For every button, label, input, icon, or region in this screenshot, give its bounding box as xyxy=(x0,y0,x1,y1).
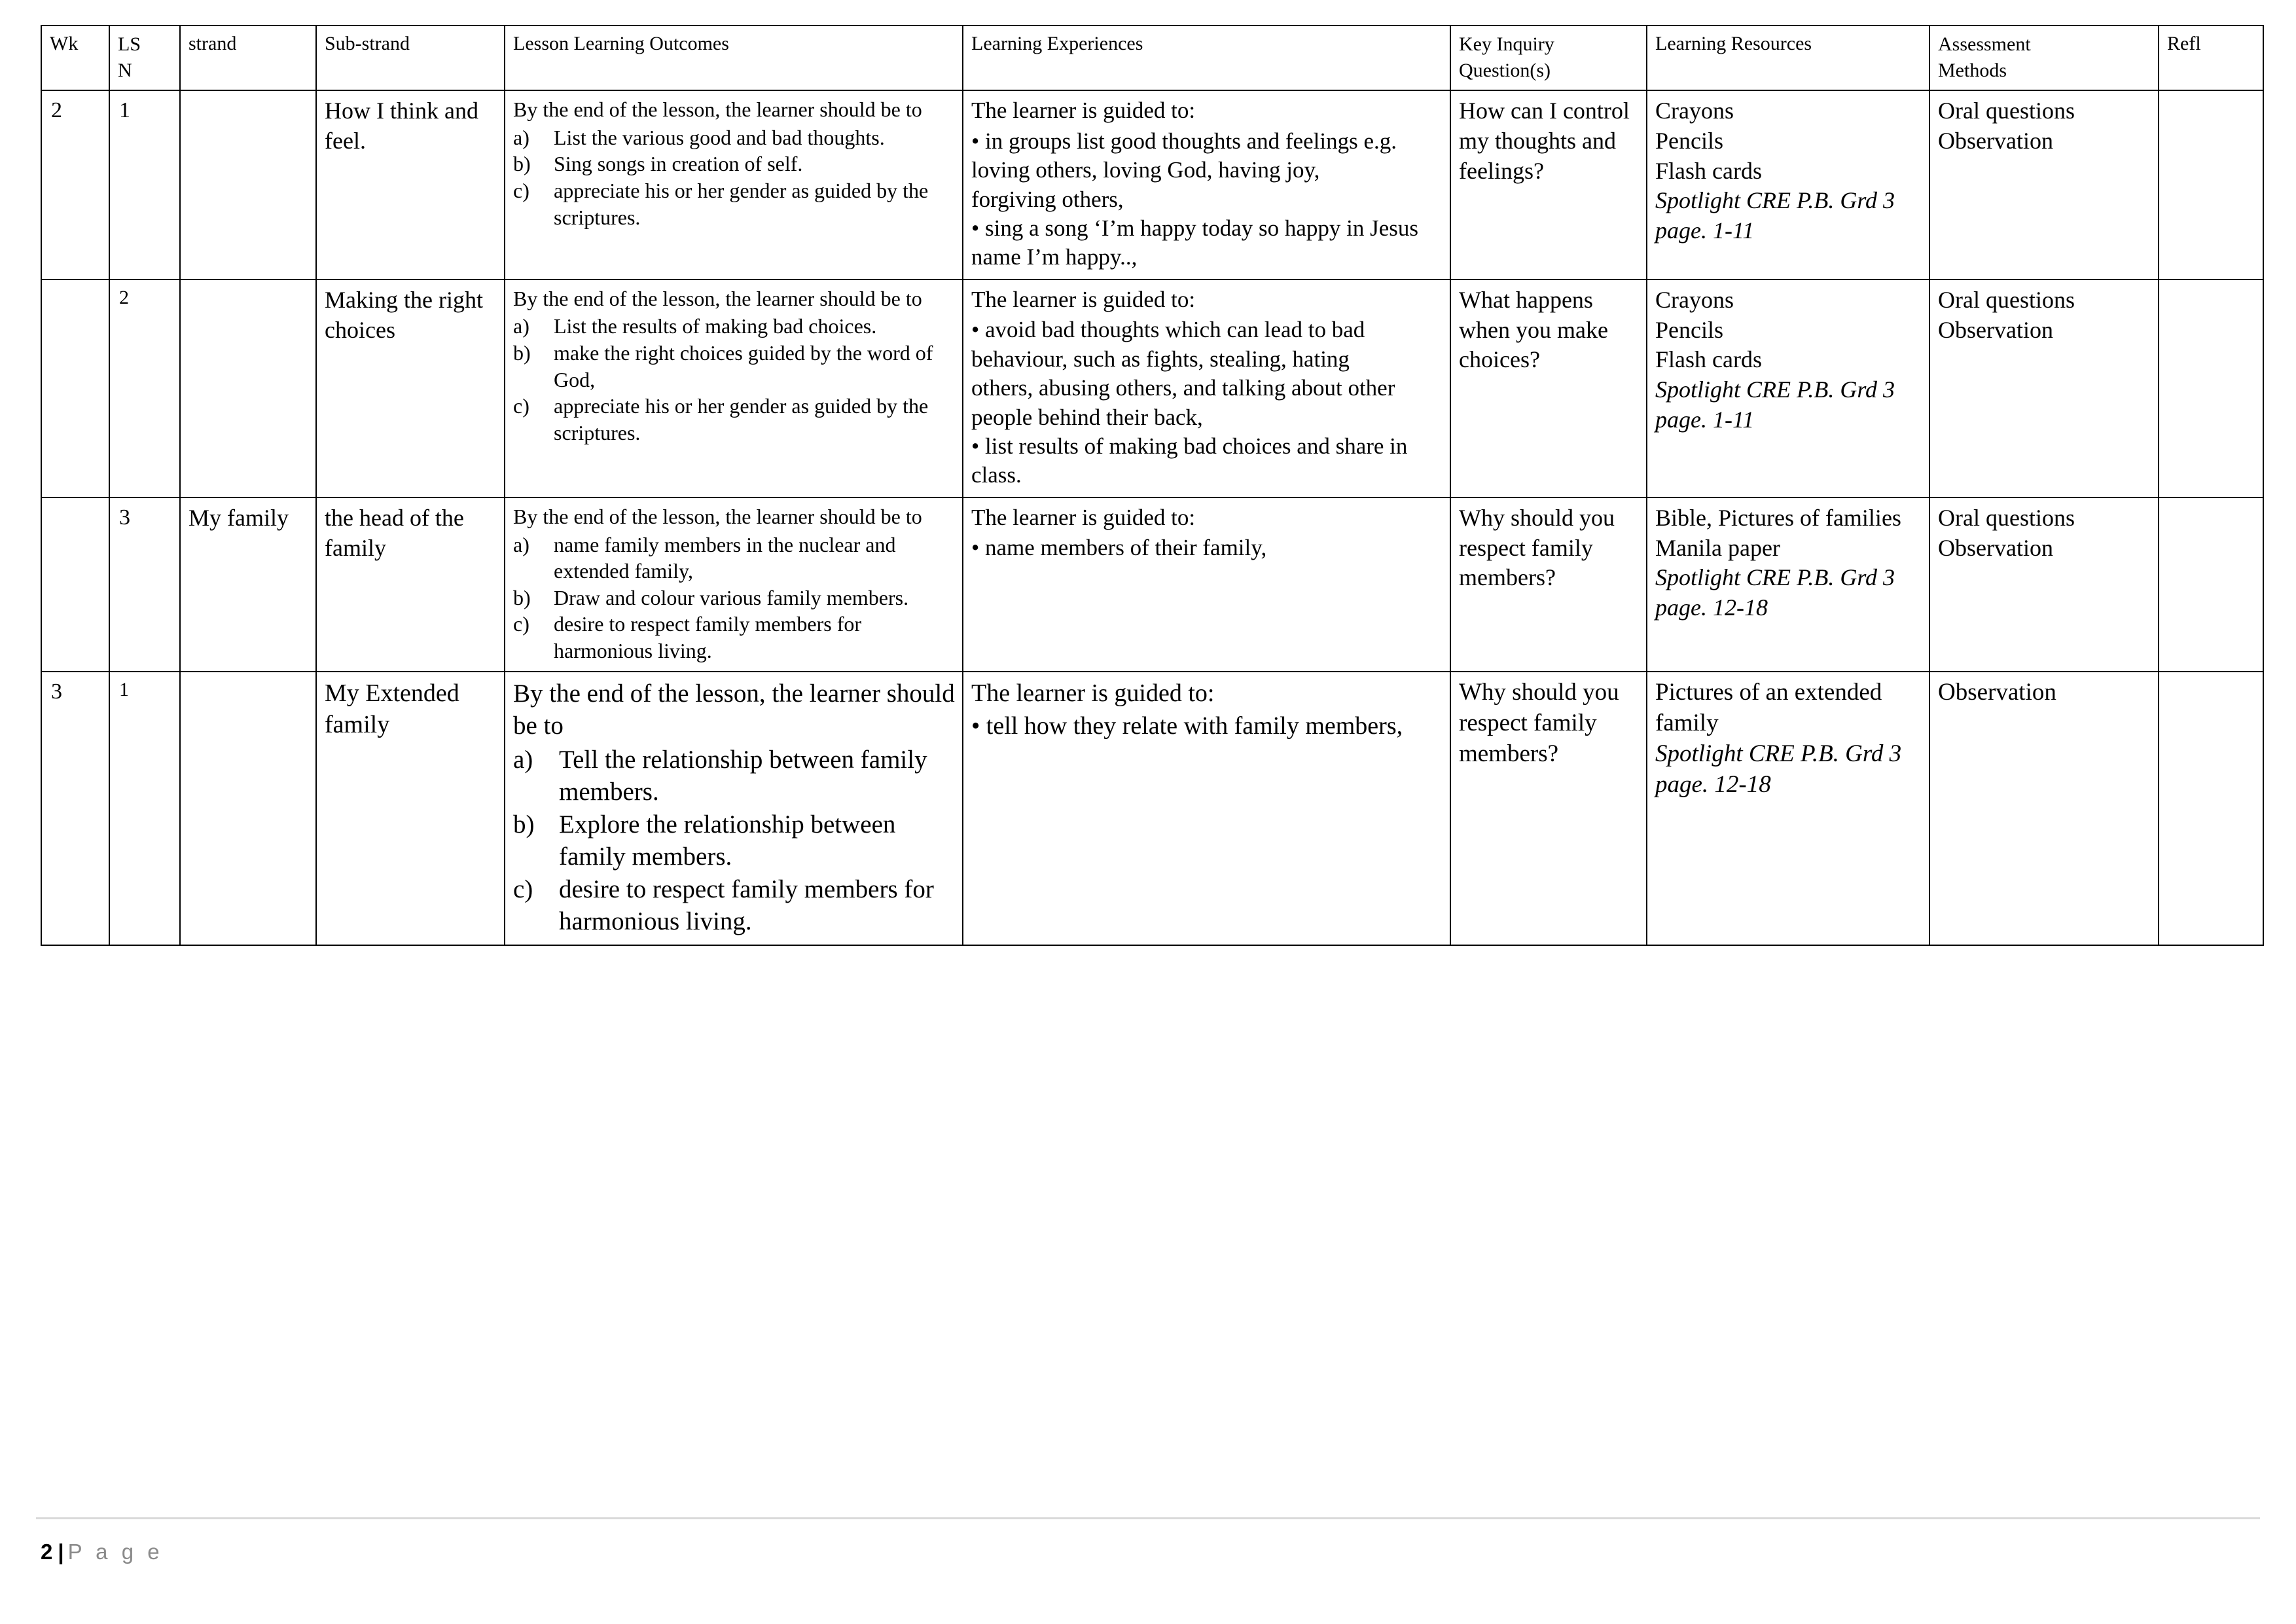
cell-assessment-methods xyxy=(1929,90,2159,280)
resource-item: Manila paper xyxy=(1655,534,1780,561)
list-text: desire to respect family members for harmonious living. xyxy=(559,875,934,936)
table-row xyxy=(41,90,2263,280)
outcomes-lead: By the end of the lesson, the learner should be to xyxy=(513,98,922,122)
cell-reflection[interactable] xyxy=(2159,280,2263,497)
list-marker: c) xyxy=(513,394,529,418)
outcomes-list xyxy=(513,313,956,446)
column-header-lsn: LS N xyxy=(109,26,180,90)
list-item: • avoid bad thoughts which can lead to bad behaviour, such as fights, stealing, hating xyxy=(971,317,1365,372)
resource-item: Pictures of an extended family xyxy=(1655,678,1882,736)
footer-page-number: 2 xyxy=(41,1540,53,1564)
page-footer xyxy=(41,1540,164,1564)
column-header-key-inquiry-questions: Key Inquiry Question(s) xyxy=(1450,26,1647,90)
resource-textbook-reference: Spotlight CRE P.B. Grd 3 page. 1-11 xyxy=(1655,187,1895,244)
list-text: desire to respect family members for harmonious living. xyxy=(554,612,862,662)
experiences-lead: The learner is guided to: xyxy=(971,98,1196,124)
scheme-of-work-table xyxy=(41,25,2264,946)
list-item xyxy=(513,151,956,177)
cell-sub-strand: the head of the family xyxy=(316,497,505,672)
outcomes-list xyxy=(513,124,956,231)
list-text: name family members in the nuclear and extended family, xyxy=(554,532,896,583)
footer-divider xyxy=(36,1517,2260,1519)
cell-assessment-methods xyxy=(1929,672,2159,945)
cell-key-inquiry-question: How can I control my thoughts and feelings? xyxy=(1450,90,1647,280)
cell-lesson-number: 3 xyxy=(109,497,180,672)
list-marker: a) xyxy=(513,745,533,774)
list-marker: b) xyxy=(513,341,531,365)
cell-learning-resources xyxy=(1647,90,1929,280)
list-item xyxy=(513,124,956,151)
cell-assessment-methods xyxy=(1929,497,2159,672)
cell-reflection[interactable] xyxy=(2159,497,2263,672)
experiences-lead: The learner is guided to: xyxy=(971,679,1215,707)
resource-item: Flash cards xyxy=(1655,346,1762,373)
list-marker: c) xyxy=(513,875,533,903)
list-marker: c) xyxy=(513,179,529,203)
list-item: people behind their back, xyxy=(971,404,1203,430)
list-marker: b) xyxy=(513,152,531,176)
resource-item: Pencils xyxy=(1655,127,1723,154)
table-header-row xyxy=(41,26,2263,90)
column-header-sub-strand: Sub-strand xyxy=(316,26,505,90)
list-item: • sing a song ‘I’m happy today so happy in Jesus name I’m happy.., xyxy=(971,215,1419,270)
cell-strand xyxy=(180,90,316,280)
assessment-item: Observation xyxy=(1938,678,2056,706)
assessment-item: Oral questions xyxy=(1938,504,2075,531)
assessment-item: Oral questions xyxy=(1938,286,2075,313)
list-text: appreciate his or her gender as guided by the scriptures. xyxy=(554,179,929,229)
list-item xyxy=(513,532,956,585)
cell-strand xyxy=(180,280,316,497)
cell-lesson-number: 2 xyxy=(109,280,180,497)
list-item xyxy=(513,585,956,611)
cell-learning-resources xyxy=(1647,497,1929,672)
cell-lesson-learning-outcomes xyxy=(505,672,963,945)
resource-textbook-reference: Spotlight CRE P.B. Grd 3 page. 12-18 xyxy=(1655,740,1902,798)
list-marker: a) xyxy=(513,125,529,149)
experiences-list xyxy=(971,533,1443,562)
list-item: forgiving others, xyxy=(971,186,1124,212)
resource-item: Crayons xyxy=(1655,98,1734,124)
cell-key-inquiry-question: Why should you respect family members? xyxy=(1450,672,1647,945)
resource-item: Crayons xyxy=(1655,286,1734,313)
list-item xyxy=(513,340,956,393)
assessment-item: Oral questions xyxy=(1938,98,2075,124)
cell-key-inquiry-question: What happens when you make choices? xyxy=(1450,280,1647,497)
cell-week xyxy=(41,280,109,497)
resource-item: Bible, Pictures of families xyxy=(1655,504,1901,531)
resource-textbook-reference: Spotlight CRE P.B. Grd 3 page. 1-11 xyxy=(1655,376,1895,433)
column-header-wk: Wk xyxy=(41,26,109,90)
list-item: • tell how they relate with family members, xyxy=(971,712,1403,740)
resource-item: Flash cards xyxy=(1655,157,1762,184)
list-item xyxy=(513,177,956,230)
cell-sub-strand: My Extended family xyxy=(316,672,505,945)
list-text: Tell the relationship between family members. xyxy=(559,745,927,806)
cell-learning-resources xyxy=(1647,672,1929,945)
cell-lesson-number: 1 xyxy=(109,90,180,280)
assessment-item: Observation xyxy=(1938,127,2053,154)
cell-sub-strand: Making the right choices xyxy=(316,280,505,497)
list-item xyxy=(513,313,956,340)
cell-lesson-number: 1 xyxy=(109,672,180,945)
list-marker: a) xyxy=(513,314,529,338)
experiences-list xyxy=(971,127,1443,272)
assessment-item: Observation xyxy=(1938,316,2053,343)
outcomes-list xyxy=(513,744,956,938)
column-header-lesson-learning-outcomes: Lesson Learning Outcomes xyxy=(505,26,963,90)
cell-week xyxy=(41,497,109,672)
table-row xyxy=(41,280,2263,497)
resource-textbook-reference: Spotlight CRE P.B. Grd 3 page. 12-18 xyxy=(1655,564,1895,621)
column-header-reflection: Refl xyxy=(2159,26,2263,90)
cell-reflection[interactable] xyxy=(2159,90,2263,280)
list-text: make the right choices guided by the word of God, xyxy=(554,341,933,391)
cell-lesson-learning-outcomes xyxy=(505,280,963,497)
column-header-learning-resources: Learning Resources xyxy=(1647,26,1929,90)
list-marker: a) xyxy=(513,532,529,556)
list-text: appreciate his or her gender as guided by the scriptures. xyxy=(554,394,929,444)
list-text: Draw and colour various family members. xyxy=(554,585,909,609)
cell-assessment-methods xyxy=(1929,280,2159,497)
assessment-item: Observation xyxy=(1938,534,2053,561)
cell-reflection[interactable] xyxy=(2159,672,2263,945)
experiences-lead: The learner is guided to: xyxy=(971,504,1196,530)
list-item: • list results of making bad choices and share in class. xyxy=(971,433,1408,488)
list-item xyxy=(513,873,956,938)
list-item: • in groups list good thoughts and feelings e.g. loving others, loving God, having joy, xyxy=(971,128,1397,183)
cell-learning-experiences xyxy=(963,90,1450,280)
list-text: Explore the relationship between family members. xyxy=(559,810,896,871)
list-item: • name members of their family, xyxy=(971,535,1267,561)
experiences-list xyxy=(971,710,1443,742)
list-text: Sing songs in creation of self. xyxy=(554,152,803,176)
outcomes-lead: By the end of the lesson, the learner should be to xyxy=(513,504,922,528)
outcomes-lead: By the end of the lesson, the learner should be to xyxy=(513,679,955,740)
table-row xyxy=(41,497,2263,672)
list-text: List the results of making bad choices. xyxy=(554,314,877,338)
cell-lesson-learning-outcomes xyxy=(505,497,963,672)
list-item xyxy=(513,393,956,446)
resource-item: Pencils xyxy=(1655,316,1723,343)
outcomes-list xyxy=(513,532,956,664)
list-text: List the various good and bad thoughts. xyxy=(554,125,885,149)
column-header-strand: strand xyxy=(180,26,316,90)
cell-week: 2 xyxy=(41,90,109,280)
footer-page-label: P a g e xyxy=(67,1540,164,1564)
cell-learning-experiences xyxy=(963,497,1450,672)
cell-week: 3 xyxy=(41,672,109,945)
table-row xyxy=(41,672,2263,945)
list-marker: c) xyxy=(513,612,529,636)
list-item: others, abusing others, and talking about other xyxy=(971,375,1395,401)
column-header-learning-experiences: Learning Experiences xyxy=(963,26,1450,90)
list-marker: b) xyxy=(513,810,535,839)
list-item xyxy=(513,808,956,873)
list-item xyxy=(513,611,956,664)
cell-key-inquiry-question: Why should you respect family members? xyxy=(1450,497,1647,672)
experiences-list xyxy=(971,316,1443,490)
list-item xyxy=(513,744,956,808)
cell-sub-strand: How I think and feel. xyxy=(316,90,505,280)
footer-separator: | xyxy=(58,1540,64,1564)
cell-learning-experiences xyxy=(963,672,1450,945)
outcomes-lead: By the end of the lesson, the learner should be to xyxy=(513,286,922,310)
cell-learning-experiences xyxy=(963,280,1450,497)
column-header-assessment-methods: Assessment Methods xyxy=(1929,26,2159,90)
cell-learning-resources xyxy=(1647,280,1929,497)
experiences-lead: The learner is guided to: xyxy=(971,286,1196,312)
cell-strand: My family xyxy=(180,497,316,672)
cell-strand xyxy=(180,672,316,945)
list-marker: b) xyxy=(513,585,531,609)
cell-lesson-learning-outcomes xyxy=(505,90,963,280)
